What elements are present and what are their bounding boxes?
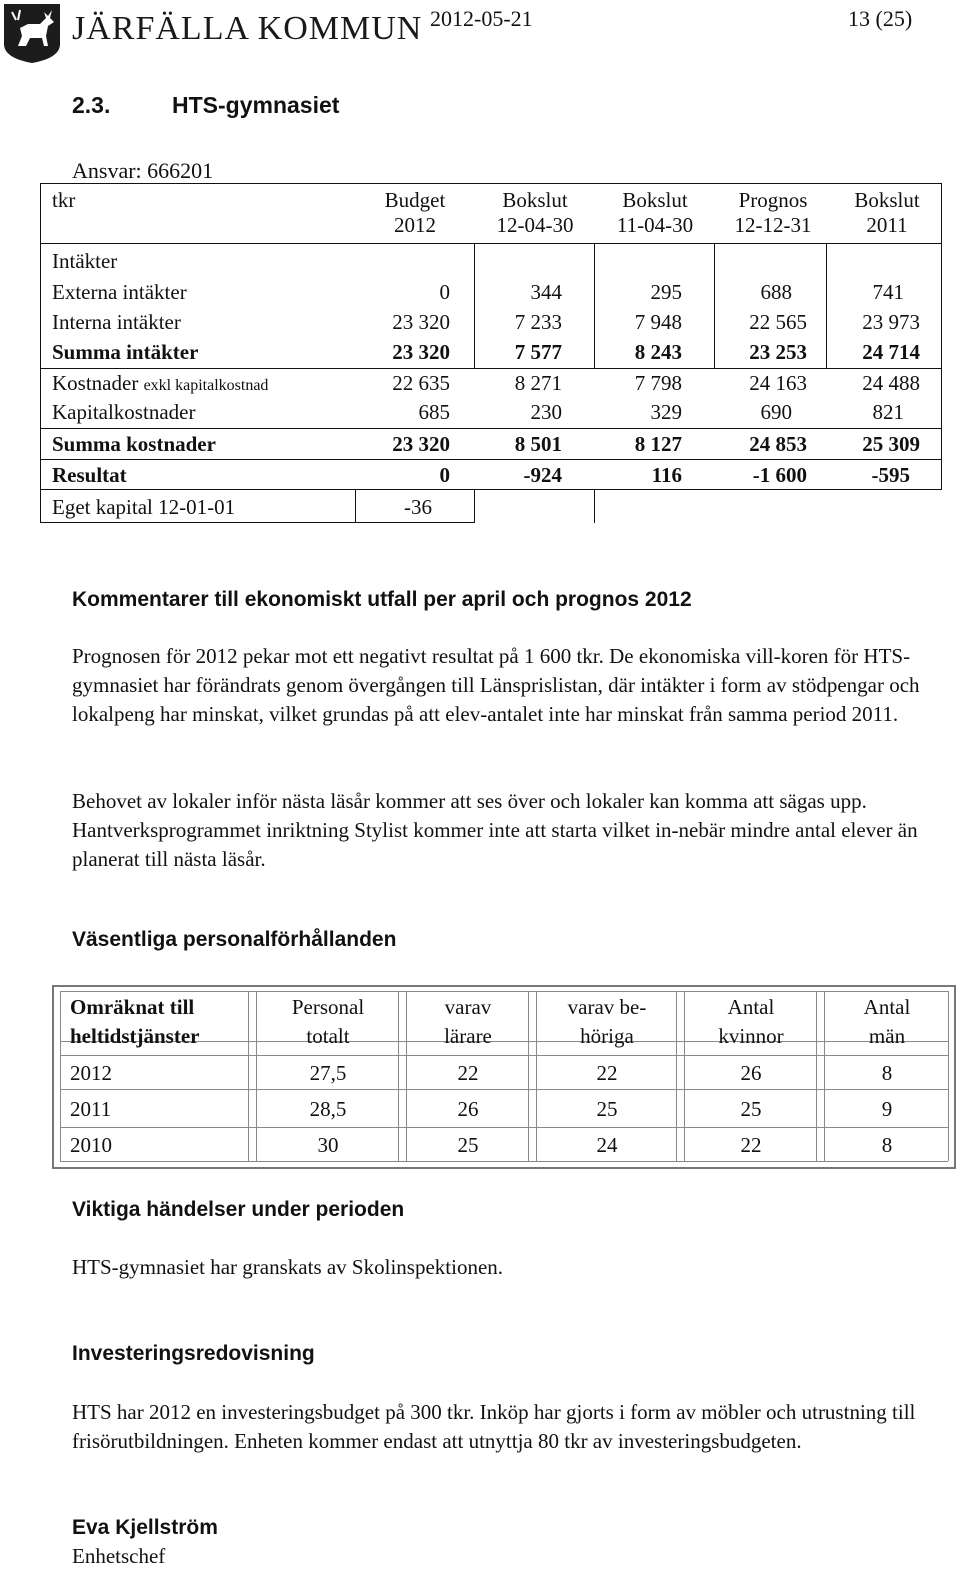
cell: 25 309 — [862, 432, 920, 456]
col-header-bokslut-2011: Bokslut 2011 — [854, 188, 920, 237]
cell: 344 — [530, 280, 562, 304]
cell: 0 — [439, 463, 450, 487]
cell: 23 973 — [862, 310, 920, 334]
col-header-prognos-12-12-31: Prognos 12-12-31 — [734, 188, 812, 237]
staff-cell: 2010 — [70, 1133, 112, 1157]
events-text: HTS-gymnasiet har granskats av Skolinspektionen. — [72, 1255, 504, 1279]
staff-cell: 8 — [881, 1061, 893, 1085]
signature-role: Enhetschef — [72, 1544, 166, 1568]
cell: 24 714 — [862, 340, 920, 364]
staff-col-header: varav lärare — [444, 995, 492, 1048]
staff-col-header: Omräknat till heltidstjänster — [70, 995, 200, 1048]
cell: 24 488 — [862, 371, 920, 395]
signature-name: Eva Kjellström — [72, 1516, 218, 1539]
staff-cell: 25 — [457, 1133, 479, 1157]
comments-paragraph-2: Behovet av lokaler inför nästa läsår kommer att ses över och lokaler kan komma att sägas upp. Hantverksprogrammet inriktning Stylist kommer inte att starta vilket in-nebär mindre antal elever än planerat till nästa läsår. — [72, 789, 918, 871]
cell: 22 565 — [749, 310, 807, 334]
row-label: Kapitalkostnader — [52, 400, 196, 424]
cell: 690 — [760, 400, 792, 424]
municipality-logo — [0, 0, 64, 64]
cell: 24 163 — [749, 371, 807, 395]
row-label: Externa intäkter — [52, 280, 187, 304]
investments-text: HTS har 2012 en investeringsbudget på 300 tkr. Inköp har gjorts i form av möbler och utrustning till frisörutbildningen. Enheten kommer endast att utnyttja 80 tkr av investeringsbudgeten. — [72, 1400, 916, 1453]
cell: 685 — [418, 400, 450, 424]
staff-cell: 25 — [740, 1097, 762, 1121]
unit-label: tkr — [52, 188, 76, 212]
cell: 230 — [530, 400, 562, 424]
equity-value: -36 — [404, 495, 432, 519]
cell: 7 577 — [514, 340, 562, 364]
cell: 8 501 — [514, 432, 562, 456]
cell: 8 127 — [634, 432, 682, 456]
cell: -924 — [523, 463, 562, 487]
cell: 741 — [872, 280, 904, 304]
cell: 821 — [872, 400, 904, 424]
cell: 8 243 — [634, 340, 682, 364]
events-heading: Viktiga händelser under perioden — [72, 1198, 405, 1221]
cell: 23 320 — [392, 310, 450, 334]
comments-heading: Kommentarer till ekonomiskt utfall per april och prognos 2012 — [72, 588, 692, 611]
staff-cell: 8 — [881, 1133, 893, 1157]
document-date: 2012-05-21 — [430, 6, 533, 31]
budget-table — [40, 183, 942, 523]
staff-cell: 22 — [740, 1133, 762, 1157]
row-label: Summa kostnader — [52, 432, 216, 456]
cell: 116 — [651, 463, 682, 487]
cell: 7 948 — [634, 310, 682, 334]
staff-cell: 22 — [457, 1061, 479, 1085]
staff-cell: 25 — [596, 1097, 618, 1121]
col-header-bokslut-12-04-30: Bokslut 12-04-30 — [496, 188, 574, 237]
comments-paragraph-1: Prognosen för 2012 pekar mot ett negativt resultat på 1 600 tkr. De ekonomiska vill-koren för HTS-gymnasiet har förändrats genom övergången till Länsprislistan, där intäkter i form av stödpengar och lokalpeng har minskat, vilket grundas på att elev-antalet inte har minskat från samma period 2011. — [72, 644, 920, 726]
cell: 23 320 — [392, 340, 450, 364]
cell: 295 — [650, 280, 682, 304]
staff-cell: 27,5 — [309, 1061, 347, 1085]
cell: 7 798 — [634, 371, 682, 395]
cell: 329 — [650, 400, 682, 424]
col-header-bokslut-11-04-30: Bokslut 11-04-30 — [616, 188, 694, 237]
row-label: Summa intäkter — [52, 340, 199, 364]
row-label: Interna intäkter — [52, 310, 181, 334]
staff-col-header: Personal totalt — [291, 995, 365, 1048]
section-name: HTS-gymnasiet — [172, 92, 340, 118]
staff-cell: 9 — [881, 1097, 893, 1121]
page-number: 13 (25) — [848, 6, 913, 31]
organization-name: JÄRFÄLLA KOMMUN — [72, 10, 423, 47]
equity-label: Eget kapital 12-01-01 — [52, 495, 236, 519]
cell: 22 635 — [392, 371, 450, 395]
staff-cell: 30 — [317, 1133, 339, 1157]
cell: -595 — [871, 463, 910, 487]
staff-col-header: Antal kvinnor — [718, 995, 784, 1048]
responsibility-code: Ansvar: 666201 — [72, 158, 214, 183]
staff-cell: 28,5 — [309, 1097, 347, 1121]
cell: 688 — [760, 280, 792, 304]
staff-cell: 24 — [596, 1133, 618, 1157]
staff-cell: 22 — [596, 1061, 618, 1085]
staff-cell: 26 — [457, 1097, 479, 1121]
investments-heading: Investeringsredovisning — [72, 1342, 315, 1365]
row-label: Kostnader exkl kapitalkostnad — [52, 371, 269, 395]
section-title — [72, 92, 339, 119]
staff-cell: 26 — [740, 1061, 762, 1085]
cell: 24 853 — [749, 432, 807, 456]
cell: -1 600 — [752, 463, 807, 487]
cell: 23 320 — [392, 432, 450, 456]
staff-table — [52, 985, 956, 1169]
cell: 23 253 — [749, 340, 807, 364]
staff-heading: Väsentliga personalförhållanden — [72, 928, 397, 951]
cell: 7 233 — [514, 310, 562, 334]
cell: 0 — [439, 280, 450, 304]
cell: 8 271 — [514, 371, 562, 395]
col-header-budget-2012: Budget 2012 — [384, 188, 446, 237]
section-number: 2.3. — [72, 92, 111, 118]
staff-cell: 2011 — [70, 1097, 112, 1121]
staff-col-header: varav be- höriga — [567, 995, 647, 1048]
staff-col-header: Antal män — [863, 995, 911, 1048]
row-label: Resultat — [52, 463, 127, 487]
staff-cell: 2012 — [70, 1061, 112, 1085]
intakter-heading: Intäkter — [52, 249, 118, 273]
